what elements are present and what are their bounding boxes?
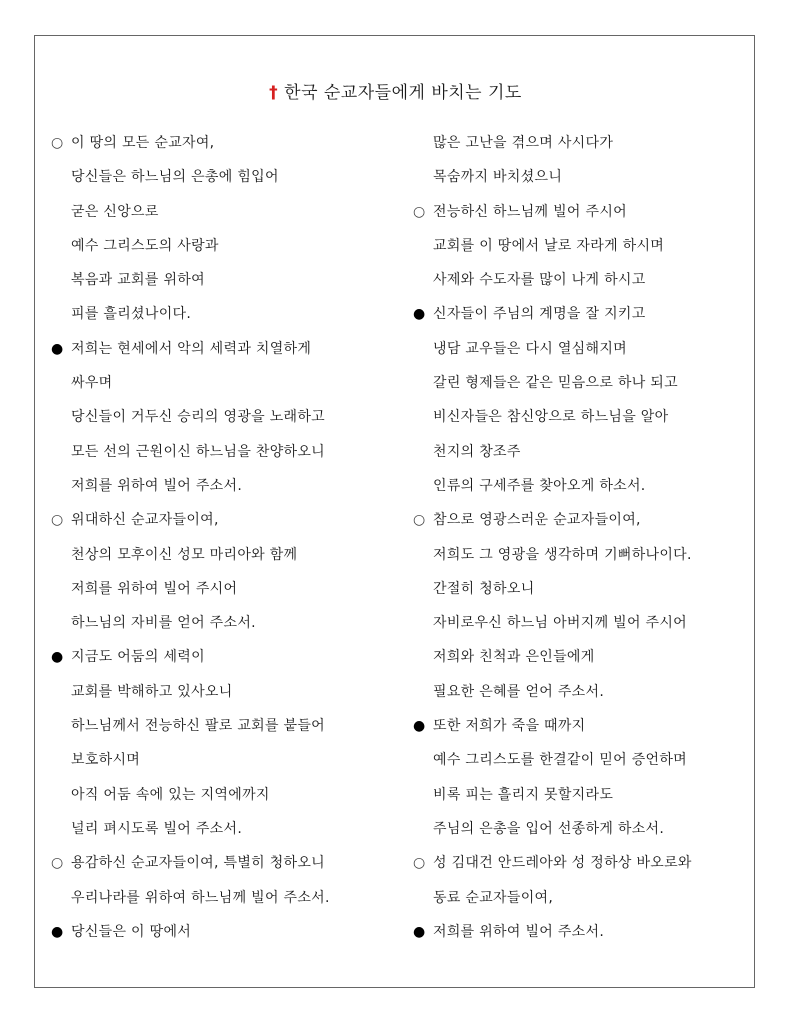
prayer-line-text: 주님의 은총을 입어 선종하게 하소서. bbox=[433, 820, 665, 837]
prayer-line bbox=[413, 469, 743, 503]
prayer-line bbox=[51, 812, 401, 846]
prayer-line bbox=[51, 263, 401, 297]
filled-circle-icon: ● bbox=[51, 923, 64, 940]
prayer-line bbox=[51, 229, 401, 263]
filled-circle-icon: ● bbox=[413, 718, 426, 735]
prayer-line-text: 용감하신 순교자들이여, 특별히 청하오니 bbox=[71, 855, 326, 872]
prayer-line-text: 저희와 친척과 은인들에게 bbox=[433, 649, 595, 666]
prayer-line-text: 피를 흘리셨나이다. bbox=[71, 306, 192, 323]
prayer-line-text: 예수 그리스도의 사랑과 bbox=[71, 237, 219, 254]
prayer-line bbox=[413, 606, 743, 640]
prayer-line bbox=[51, 778, 401, 812]
prayer-line bbox=[51, 435, 401, 469]
prayer-line-text: 천지의 창조주 bbox=[433, 443, 521, 460]
filled-circle-icon: ● bbox=[51, 340, 64, 357]
prayer-line-text: 보호하시며 bbox=[71, 752, 141, 769]
prayer-line-text: 당신들은 하느님의 은총에 힘입어 bbox=[71, 169, 279, 186]
prayer-line bbox=[51, 469, 401, 503]
filled-circle-icon: ● bbox=[413, 923, 426, 940]
open-circle-icon: ○ bbox=[413, 512, 426, 529]
prayer-line-text: 저희를 위하여 빌어 주소서. bbox=[71, 477, 243, 494]
prayer-line bbox=[413, 881, 743, 915]
prayer-line-text: 간절히 청하오니 bbox=[433, 580, 535, 597]
prayer-line bbox=[413, 743, 743, 777]
open-circle-icon: ○ bbox=[413, 855, 426, 872]
prayer-line bbox=[413, 332, 743, 366]
right-column bbox=[413, 126, 743, 949]
prayer-line bbox=[51, 538, 401, 572]
prayer-line-text: 냉담 교우들은 다시 열심해지며 bbox=[433, 340, 627, 357]
prayer-line-text: 우리나라를 위하여 하느님께 빌어 주소서. bbox=[71, 889, 330, 906]
prayer-line bbox=[413, 435, 743, 469]
prayer-line bbox=[51, 160, 401, 194]
left-column bbox=[51, 126, 401, 949]
prayer-line-text: 하느님께서 전능하신 팔로 교회를 붙들어 bbox=[71, 718, 326, 735]
prayer-line bbox=[51, 572, 401, 606]
filled-circle-icon: ● bbox=[51, 649, 64, 666]
prayer-line-text: 아직 어둠 속에 있는 지역에까지 bbox=[71, 786, 270, 803]
prayer-line-text: 위대하신 순교자들이여, bbox=[71, 512, 219, 529]
prayer-line-text: 필요한 은혜를 얻어 주소서. bbox=[433, 683, 605, 700]
prayer-line-text: 저희를 위하여 빌어 주소서. bbox=[433, 923, 605, 940]
prayer-line-text: 많은 고난을 겪으며 사시다가 bbox=[433, 135, 614, 151]
prayer-line-text: 하느님의 자비를 얻어 주소서. bbox=[71, 615, 256, 632]
prayer-line-text: 저희도 그 영광을 생각하며 기뻐하나이다. bbox=[433, 546, 692, 563]
prayer-line bbox=[413, 572, 743, 606]
prayer-line bbox=[413, 263, 743, 297]
prayer-line-text: 당신들은 이 땅에서 bbox=[71, 923, 192, 940]
prayer-line bbox=[413, 195, 743, 229]
prayer-title bbox=[0, 78, 791, 103]
prayer-line bbox=[413, 229, 743, 263]
prayer-line-text: 비신자들은 참신앙으로 하느님을 알아 bbox=[433, 409, 669, 426]
prayer-line bbox=[413, 812, 743, 846]
prayer-line-text: 예수 그리스도를 한결같이 믿어 증언하며 bbox=[433, 752, 688, 769]
prayer-line-text: 이 땅의 모든 순교자여, bbox=[71, 135, 215, 151]
prayer-line bbox=[413, 366, 743, 400]
prayer-line bbox=[413, 675, 743, 709]
prayer-line bbox=[51, 743, 401, 777]
prayer-title-text: 한국 순교자들에게 바치는 기도 bbox=[284, 83, 522, 103]
open-circle-icon: ○ bbox=[51, 855, 64, 872]
prayer-line bbox=[51, 126, 401, 160]
open-circle-icon: ○ bbox=[413, 203, 426, 220]
prayer-line bbox=[413, 503, 743, 537]
prayer-line-text: 사제와 수도자를 많이 나게 하시고 bbox=[433, 272, 646, 289]
prayer-line bbox=[413, 709, 743, 743]
prayer-line-text: 당신들이 거두신 승리의 영광을 노래하고 bbox=[71, 409, 326, 426]
prayer-line-text: 저희는 현세에서 악의 세력과 치열하게 bbox=[71, 340, 312, 357]
prayer-line-text: 목숨까지 바치셨으니 bbox=[433, 169, 563, 186]
prayer-line bbox=[51, 366, 401, 400]
prayer-line bbox=[51, 915, 401, 949]
prayer-line-text: 성 김대건 안드레아와 성 정하상 바오로와 bbox=[433, 855, 692, 872]
prayer-line bbox=[413, 846, 743, 880]
prayer-line bbox=[51, 846, 401, 880]
prayer-line bbox=[413, 160, 743, 194]
prayer-line bbox=[51, 640, 401, 674]
prayer-line-text: 모든 선의 근원이신 하느님을 찬양하오니 bbox=[71, 443, 326, 460]
prayer-line bbox=[51, 675, 401, 709]
prayer-line-text: 신자들이 주님의 계명을 잘 지키고 bbox=[433, 306, 646, 323]
prayer-line bbox=[51, 195, 401, 229]
open-circle-icon: ○ bbox=[51, 512, 64, 529]
prayer-line-text: 천상의 모후이신 성모 마리아와 함께 bbox=[71, 546, 298, 563]
cross-icon: † bbox=[269, 83, 279, 103]
prayer-line-text: 복음과 교회를 위하여 bbox=[71, 272, 205, 289]
prayer-line-text: 싸우며 bbox=[71, 375, 113, 392]
prayer-line-text: 또한 저희가 죽을 때까지 bbox=[433, 718, 586, 735]
prayer-line bbox=[51, 881, 401, 915]
prayer-line bbox=[51, 503, 401, 537]
open-circle-icon: ○ bbox=[51, 135, 64, 151]
prayer-line-text: 비록 피는 흘리지 못할지라도 bbox=[433, 786, 614, 803]
prayer-line bbox=[413, 400, 743, 434]
prayer-line bbox=[413, 640, 743, 674]
prayer-line bbox=[51, 332, 401, 366]
prayer-line-text: 갈린 형제들은 같은 믿음으로 하나 되고 bbox=[433, 375, 678, 392]
prayer-line-text: 교회를 박해하고 있사오니 bbox=[71, 683, 233, 700]
prayer-line-text: 자비로우신 하느님 아버지께 빌어 주시어 bbox=[433, 615, 688, 632]
prayer-line-text: 지금도 어둠의 세력이 bbox=[71, 649, 205, 666]
prayer-line-text: 저희를 위하여 빌어 주시어 bbox=[71, 580, 238, 597]
prayer-line bbox=[413, 915, 743, 949]
prayer-line-text: 전능하신 하느님께 빌어 주시어 bbox=[433, 203, 627, 220]
prayer-line-text: 교회를 이 땅에서 날로 자라게 하시며 bbox=[433, 237, 665, 254]
prayer-line bbox=[413, 297, 743, 331]
prayer-line-text: 참으로 영광스러운 순교자들이여, bbox=[433, 512, 641, 529]
prayer-line bbox=[413, 126, 743, 160]
prayer-line bbox=[51, 709, 401, 743]
filled-circle-icon: ● bbox=[413, 306, 426, 323]
prayer-line-text: 동료 순교자들이여, bbox=[433, 889, 554, 906]
prayer-line-text: 널리 펴시도록 빌어 주소서. bbox=[71, 820, 243, 837]
prayer-line bbox=[51, 606, 401, 640]
prayer-line bbox=[51, 297, 401, 331]
prayer-line-text: 굳은 신앙으로 bbox=[71, 203, 159, 220]
prayer-line-text: 인류의 구세주를 찾아오게 하소서. bbox=[433, 477, 646, 494]
prayer-line bbox=[413, 778, 743, 812]
prayer-line bbox=[413, 538, 743, 572]
prayer-line bbox=[51, 400, 401, 434]
